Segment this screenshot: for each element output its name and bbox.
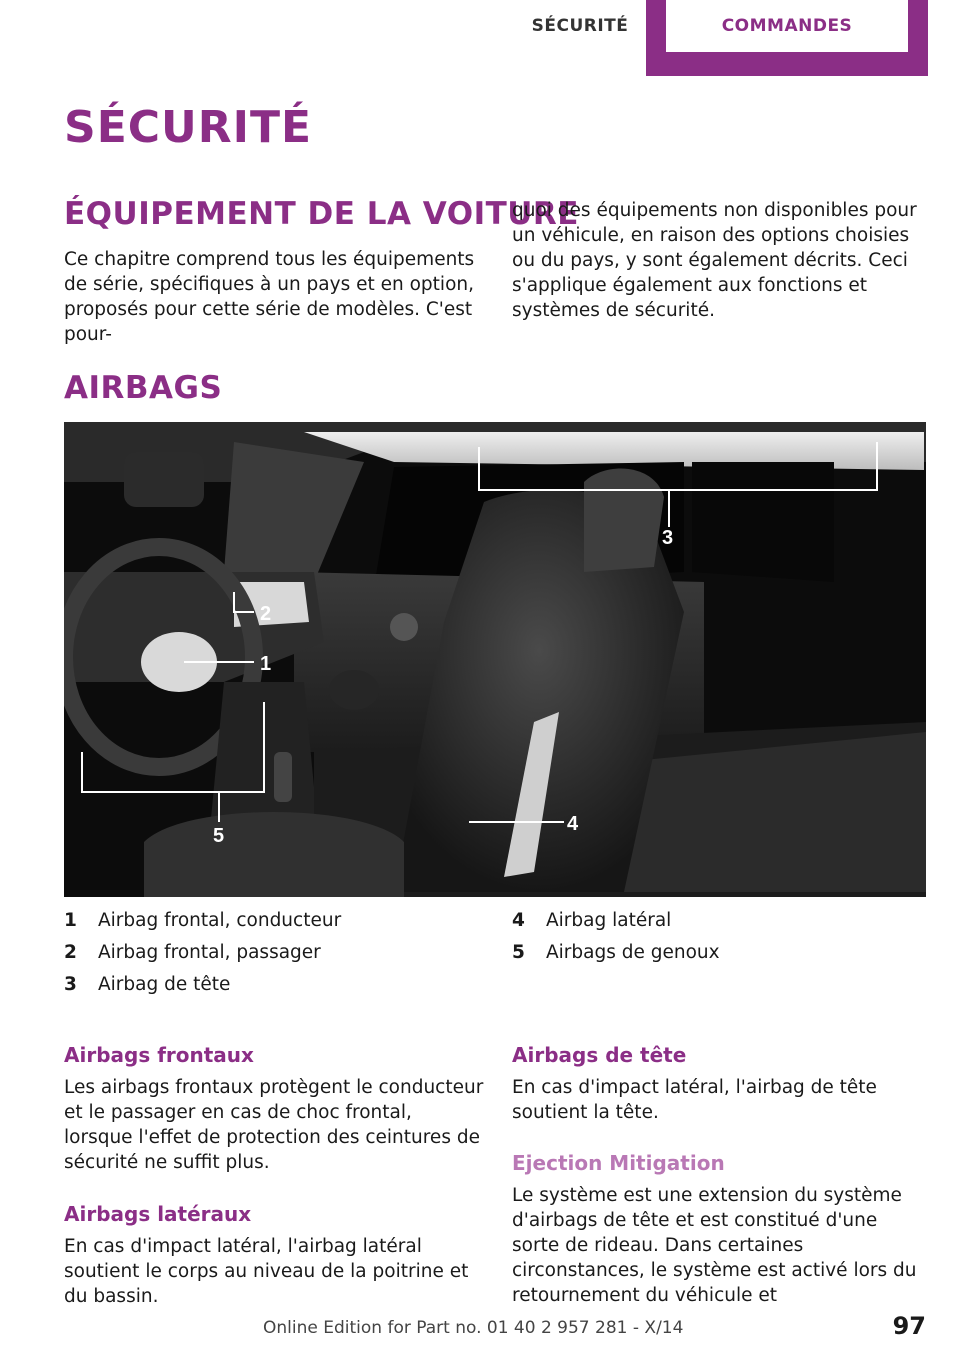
tab-commandes-label: COMMANDES (666, 0, 908, 52)
legend-item (512, 937, 928, 969)
legend-text: Airbags de genoux (546, 942, 720, 963)
rear-window (692, 462, 834, 582)
tete-paragraph: En cas d'impact latéral, l'airbag de tête soutient la tête. (512, 1077, 877, 1123)
frontal-paragraph: Les airbags frontaux protègent le conducteur et le passager en cas de choc frontal, lorsque l'effet de protection des ceintures de sécurité ne suffit plus. (64, 1077, 484, 1173)
legend-item (64, 905, 484, 937)
intro-paragraph-right: quoi des équipements non disponibles pour un véhicule, en raison des options choisies ou du pays, y sont également décrits. Ceci s'applique également aux fonctions et systèmes de sécurité. (512, 200, 917, 321)
door-speaker (329, 670, 379, 710)
headrest (584, 468, 664, 572)
legend-text: Airbag de tête (98, 974, 231, 995)
subhead-airbags-de-tete: Airbags de tête (512, 1043, 687, 1067)
legend-num: 3 (64, 974, 77, 995)
legend-text: Airbag latéral (546, 910, 672, 931)
section-title-equipement: ÉQUIPEMENT DE LA VOITURE (64, 196, 579, 232)
door-handle-knob (390, 613, 418, 641)
ejection-paragraph: Le système est une extension du système d'airbags de tête et est constitué d'une sorte de rideau. Dans certaines circonstances, le système est activé lors du retournement du véhicule et (512, 1185, 917, 1306)
rearview-mirror (124, 452, 204, 507)
page-number: 97 (892, 1312, 926, 1340)
lateral-paragraph: En cas d'impact latéral, l'airbag latéral soutient le corps au niveau de la poitrine et du bassin. (64, 1236, 469, 1307)
tab-securite[interactable]: SÉCURITÉ (531, 16, 629, 36)
callout-1: 1 (260, 653, 272, 675)
legend-item (64, 937, 484, 969)
callout-3: 3 (662, 527, 674, 549)
legend-item (512, 905, 928, 937)
legend-num: 2 (64, 942, 77, 963)
car-interior-illustration (64, 422, 926, 897)
tab-commandes[interactable] (646, 0, 928, 76)
callout-5: 5 (213, 825, 225, 847)
gear-knob (274, 752, 292, 802)
legend-item (64, 969, 484, 1001)
callout-4: 4 (567, 813, 579, 835)
chapter-title: SÉCURITÉ (64, 102, 313, 153)
section-title-airbags: AIRBAGS (64, 370, 223, 406)
legend-left (64, 905, 484, 1001)
footer-edition: Online Edition for Part no. 01 40 2 957 281 - X/14 (263, 1318, 684, 1338)
legend-num: 1 (64, 910, 77, 931)
driver-seat-cushion (144, 812, 404, 897)
subhead-airbags-lateraux: Airbags latéraux (64, 1202, 252, 1226)
callout-2: 2 (260, 603, 272, 625)
legend-num: 5 (512, 942, 525, 963)
subhead-ejection-mitigation: Ejection Mitigation (512, 1151, 725, 1175)
intro-paragraph-left: Ce chapitre comprend tous les équipements de série, spécifiques à un pays et en option, proposés pour cette série de modèles. C'est pour- (64, 249, 475, 345)
legend-right (512, 905, 928, 969)
legend-text: Airbag frontal, passager (98, 942, 321, 963)
car-interior-figure (64, 422, 926, 897)
legend-text: Airbag frontal, conducteur (98, 910, 342, 931)
legend-num: 4 (512, 910, 525, 931)
subhead-airbags-frontaux: Airbags frontaux (64, 1043, 254, 1067)
